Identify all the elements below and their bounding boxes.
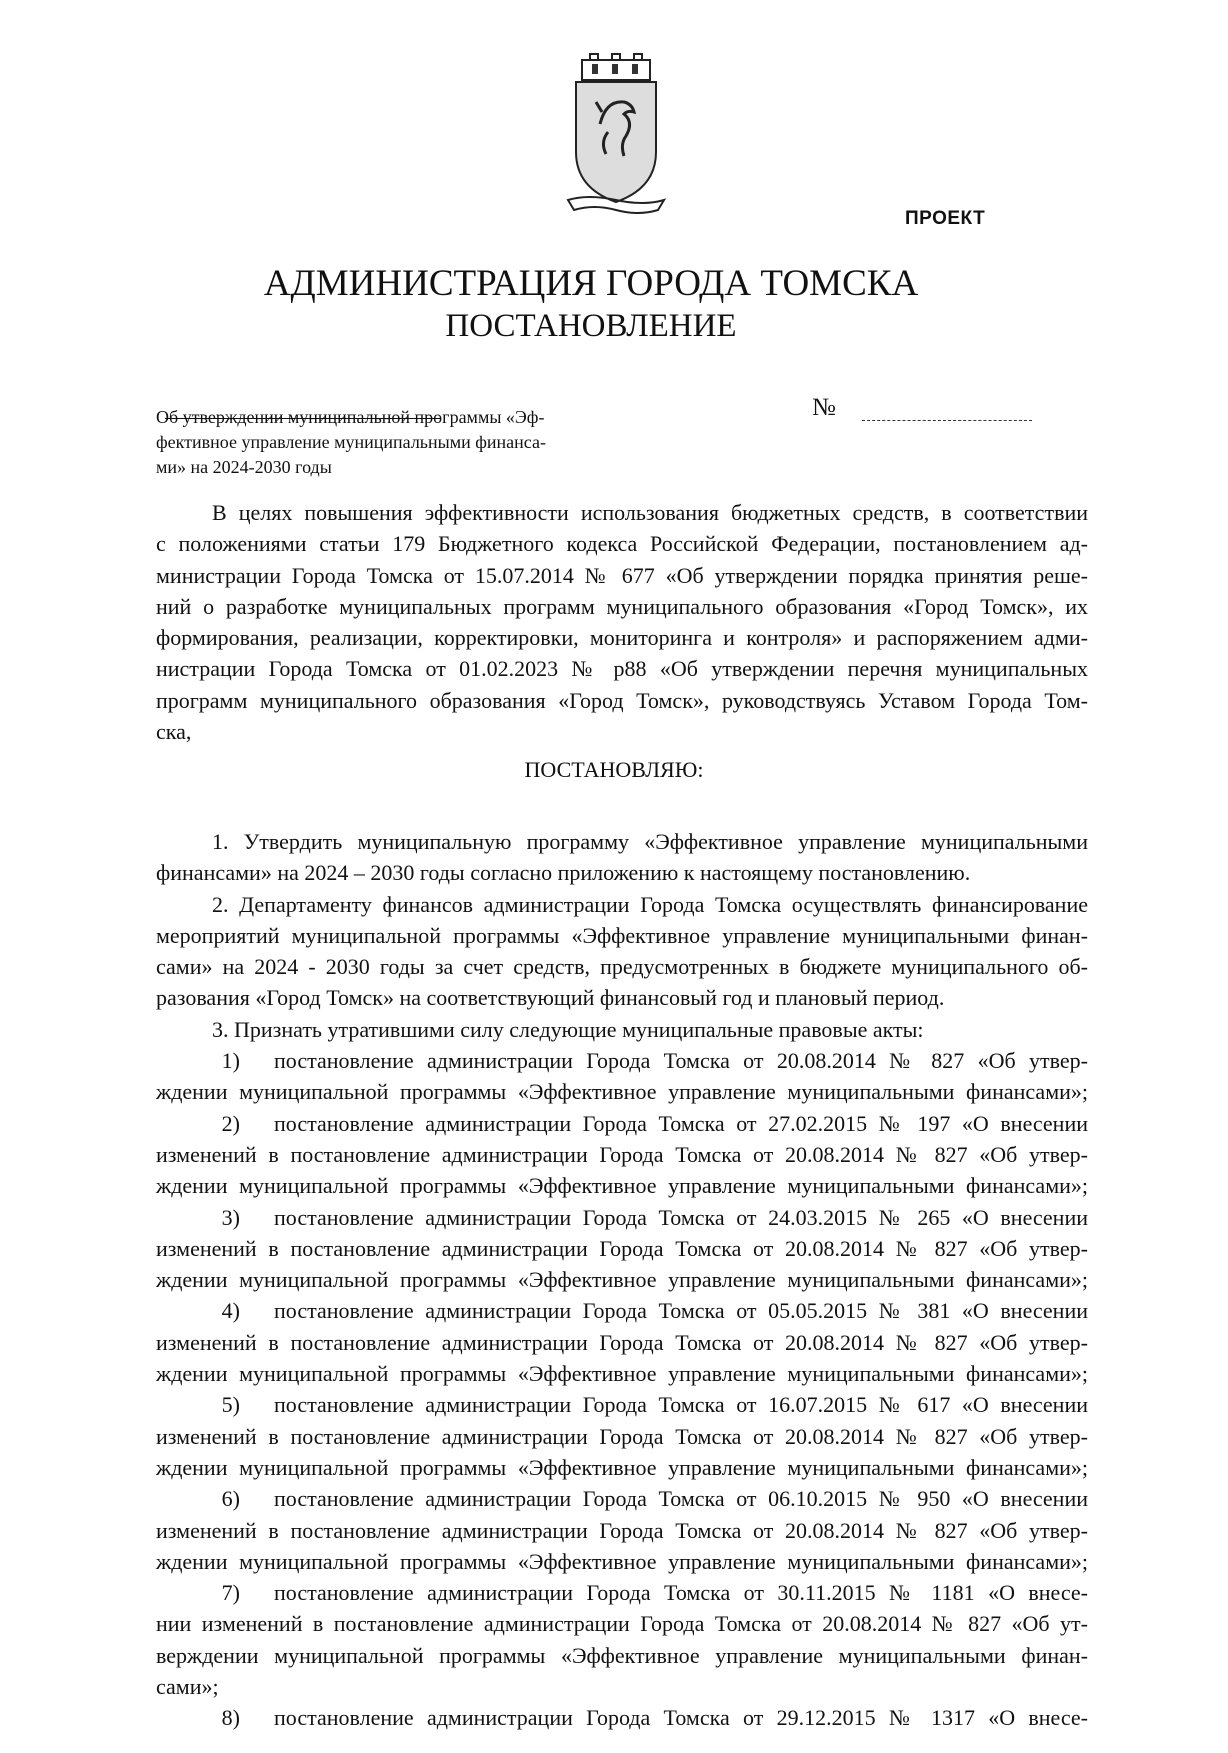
decree-heading: ПОСТАНОВЛЯЮ: [524, 757, 704, 782]
text-line: сами» на 2024 - 2030 годы за счет средств, предусмотренных в бюджете муниципального об- [156, 954, 1088, 980]
act-first-line [156, 1202, 1088, 1233]
repealed-act-item [156, 1577, 1088, 1702]
text-line: разования «Город Томск» на соответствующий финансовый год и плановый период. [156, 985, 945, 1011]
text-line: нистрации Города Томска от 01.02.2023 № р88 «Об утверждении перечня муниципальных [156, 656, 1088, 682]
text-line: постановление администрации Города Томска от 30.11.2015 № 1181 «О внесе- [274, 1580, 1088, 1606]
number-blank-line [862, 420, 1032, 421]
text-line: нии изменений в постановление администрации Города Томска от 20.08.2014 № 827 «Об ут- [156, 1611, 1088, 1637]
repealed-act-item [156, 1108, 1088, 1202]
document-subject [156, 405, 676, 480]
text-line: ждении муниципальной программы «Эффективное управление муниципальными финансами»; [156, 1548, 1088, 1574]
repealed-act-item [156, 1702, 1088, 1733]
text-line: ждении муниципальной программы «Эффективное управление муниципальными финансами»; [156, 1173, 1088, 1199]
text-line: изменений в постановление администрации Города Томска от 20.08.2014 № 827 «Об утвер- [156, 1329, 1088, 1355]
text-line: постановление администрации Города Томска от 24.03.2015 № 265 «О внесении [274, 1204, 1088, 1230]
issuer-title [0, 262, 1228, 306]
text-line: ждении муниципальной программы «Эффективное управление муниципальными финансами»; [156, 1267, 1088, 1293]
text-line: с положениями статьи 179 Бюджетного кодекса Российской Федерации, постановлением ад- [156, 531, 1088, 557]
text-line: министрации Города Томска от 15.07.2014 № 677 «Об утверждении порядка принятия реше- [156, 562, 1088, 588]
act-first-line [156, 1045, 1088, 1076]
text-line: изменений в постановление администрации Города Томска от 20.08.2014 № 827 «Об утвер- [156, 1141, 1088, 1167]
text-line: формирования, реализации, корректировки, мониторинга и контроля» и распоряжением адми- [156, 625, 1088, 651]
subject-line: Об утверждении муниципальной программы «Эф- [156, 407, 545, 427]
act-number: 3) [221, 1204, 240, 1230]
subject-line: ми» на 2024-2030 годы [156, 457, 332, 477]
text-line: постановление администрации Города Томска от 20.08.2014 № 827 «Об утвер- [274, 1048, 1088, 1074]
text-line: ска, [156, 719, 192, 745]
text-line: ний о разработке муниципальных программ муниципального образования «Город Томск», их [156, 593, 1088, 619]
text-line: ждении муниципальной программы «Эффективное управление муниципальными финансами»; [156, 1079, 1088, 1105]
coat-of-arms-emblem [562, 52, 670, 222]
text-line: 1. Утвердить муниципальную программу «Эффективное управление муниципальными [212, 829, 1088, 854]
repealed-acts-list [156, 1045, 1088, 1734]
text-line: ждении муниципальной программы «Эффективное управление муниципальными финансами»; [156, 1361, 1088, 1387]
text-line: 2. Департаменту финансов администрации Города Томска осуществлять финансирование [212, 891, 1088, 917]
repealed-act-item [156, 1202, 1088, 1296]
act-number: 6) [221, 1486, 240, 1512]
act-number: 8) [221, 1705, 240, 1731]
act-first-line [156, 1108, 1088, 1139]
text-line: финансами» на 2024 – 2030 годы согласно приложению к настоящему постановлению. [156, 860, 971, 886]
act-first-line [156, 1389, 1088, 1420]
text-line: постановление администрации Города Томска от 29.12.2015 № 1317 «О внесе- [274, 1705, 1088, 1731]
text-line: мероприятий муниципальной программы «Эффективное управление муниципальными финан- [156, 922, 1088, 948]
text-line: изменений в постановление администрации Города Томска от 20.08.2014 № 827 «Об утвер- [156, 1235, 1088, 1261]
repealed-act-item [156, 1045, 1088, 1108]
subject-line: фективное управление муниципальными финанса- [156, 432, 546, 452]
point-3 [156, 1014, 1088, 1045]
decree-body [156, 826, 1088, 1734]
repealed-act-item [156, 1295, 1088, 1389]
act-number: 1) [221, 1048, 240, 1074]
text-line: изменений в постановление администрации Города Томска от 20.08.2014 № 827 «Об утвер- [156, 1517, 1088, 1543]
text-line: постановление администрации Города Томска от 06.10.2015 № 950 «О внесении [274, 1486, 1088, 1512]
repealed-act-item [156, 1483, 1088, 1577]
point-2 [156, 889, 1088, 1014]
text-line: постановление администрации Города Томска от 16.07.2015 № 617 «О внесении [274, 1392, 1088, 1418]
point-1 [156, 826, 1088, 889]
number-sign: № [812, 394, 836, 421]
text-line: В целях повышения эффективности использования бюджетных средств, в соответствии [212, 500, 1088, 525]
document-type [0, 306, 1228, 346]
act-first-line [156, 1295, 1088, 1326]
document-type-text: ПОСТАНОВЛЕНИЕ [445, 308, 737, 344]
text-line: постановление администрации Города Томска от 05.05.2015 № 381 «О внесении [274, 1298, 1088, 1324]
text-line: изменений в постановление администрации Города Томска от 20.08.2014 № 827 «Об утвер- [156, 1423, 1088, 1449]
draft-stamp: ПРОЕКТ [905, 208, 986, 229]
act-first-line [156, 1577, 1088, 1608]
preamble-paragraph [156, 497, 1088, 747]
text-line: программ муниципального образования «Город Томск», руководствуясь Уставом Города Том- [156, 687, 1088, 713]
text-line: сами»; [156, 1674, 219, 1700]
text-line: постановление администрации Города Томска от 27.02.2015 № 197 «О внесении [274, 1110, 1088, 1136]
act-number: 7) [221, 1580, 240, 1606]
act-first-line [156, 1702, 1088, 1733]
issuer-title-text: АДМИНИСТРАЦИЯ ГОРОДА ТОМСКА [263, 263, 919, 304]
act-first-line [156, 1483, 1088, 1514]
text-line: 3. Признать утратившими силу следующие муниципальные правовые акты: [212, 1016, 924, 1042]
repealed-act-item [156, 1389, 1088, 1483]
text-line: ждении муниципальной программы «Эффективное управление муниципальными финансами»; [156, 1454, 1088, 1480]
text-line: верждении муниципальной программы «Эффективное управление муниципальными финан- [156, 1642, 1088, 1668]
act-number: 4) [221, 1298, 240, 1324]
act-number: 2) [221, 1110, 240, 1136]
act-number: 5) [221, 1392, 240, 1418]
